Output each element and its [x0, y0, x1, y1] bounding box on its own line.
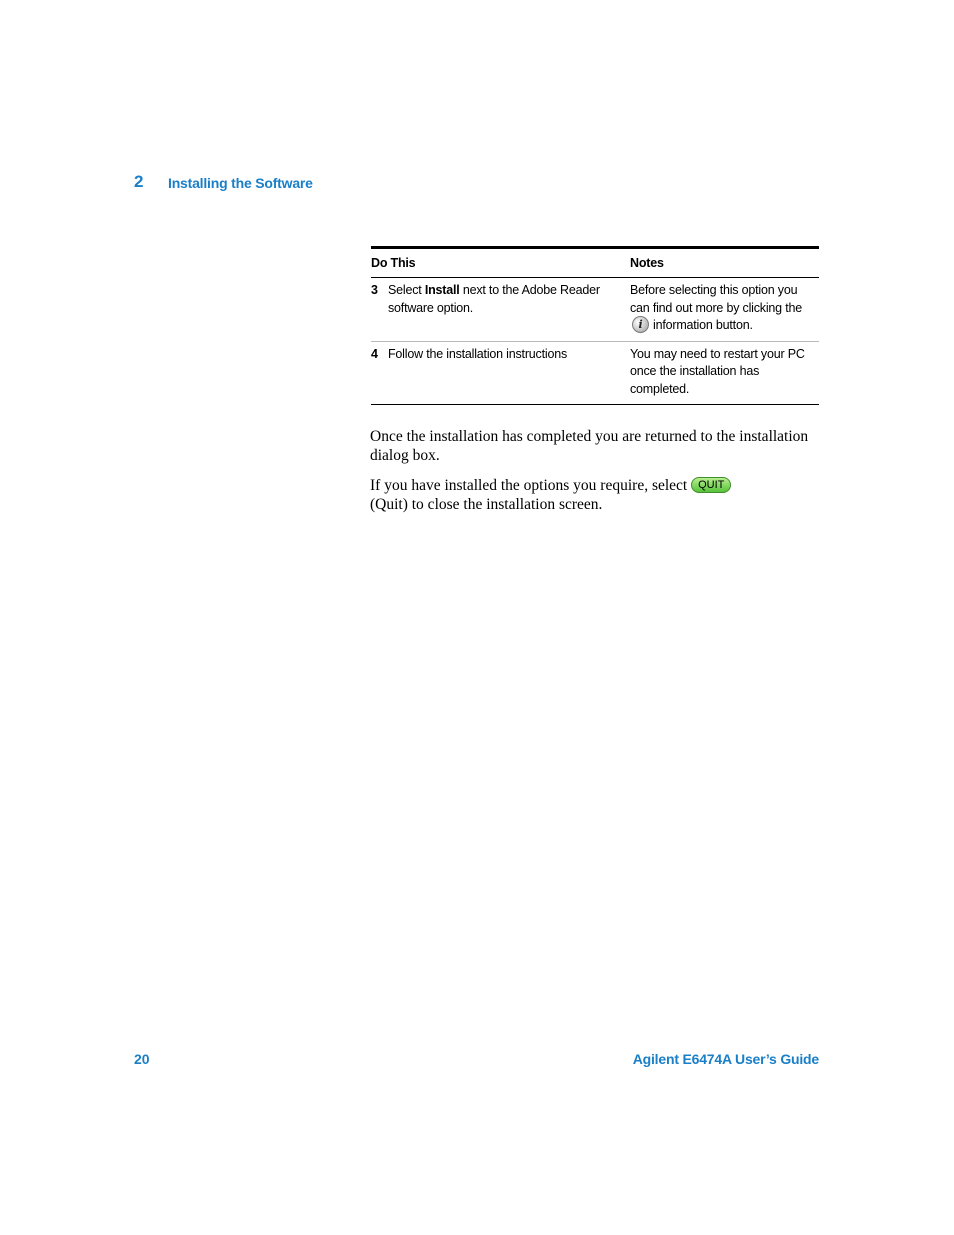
action-cell [371, 282, 630, 335]
action-text: Follow the installation instructions [388, 346, 568, 361]
action-cell [371, 346, 630, 399]
quit-button-icon: QUIT [691, 477, 731, 493]
steps-table [371, 246, 819, 405]
body-paragraph: Once the installation has completed you are returned to the installation dialog box. [370, 428, 809, 464]
info-icon: i [632, 316, 649, 333]
note-text: Before selecting this option you can find out more by clicking the [630, 283, 802, 315]
note-cell [630, 282, 819, 335]
page-number: 20 [134, 1051, 150, 1067]
column-header-do-this: Do This [371, 256, 416, 270]
step-number: 3 [371, 283, 378, 297]
body-paragraph: If you have installed the options you require, select QUIT (Quit) to close the installation screen. [370, 476, 820, 514]
table-row [371, 278, 819, 341]
column-header-notes: Notes [630, 256, 664, 270]
note-text-end: information button. [653, 318, 753, 332]
chapter-title: Installing the Software [168, 175, 313, 191]
chapter-number: 2 [134, 172, 144, 191]
note-cell: You may need to restart your PC once the installation has completed. [630, 346, 805, 396]
table-row [371, 341, 819, 405]
step-number: 4 [371, 346, 378, 361]
action-text: Select Install next to the Adobe Reader software option. [388, 283, 600, 315]
install-keyword: Install [424, 283, 460, 297]
guide-title: Agilent E6474A User’s Guide [632, 1051, 819, 1067]
table-header-row [371, 249, 819, 278]
